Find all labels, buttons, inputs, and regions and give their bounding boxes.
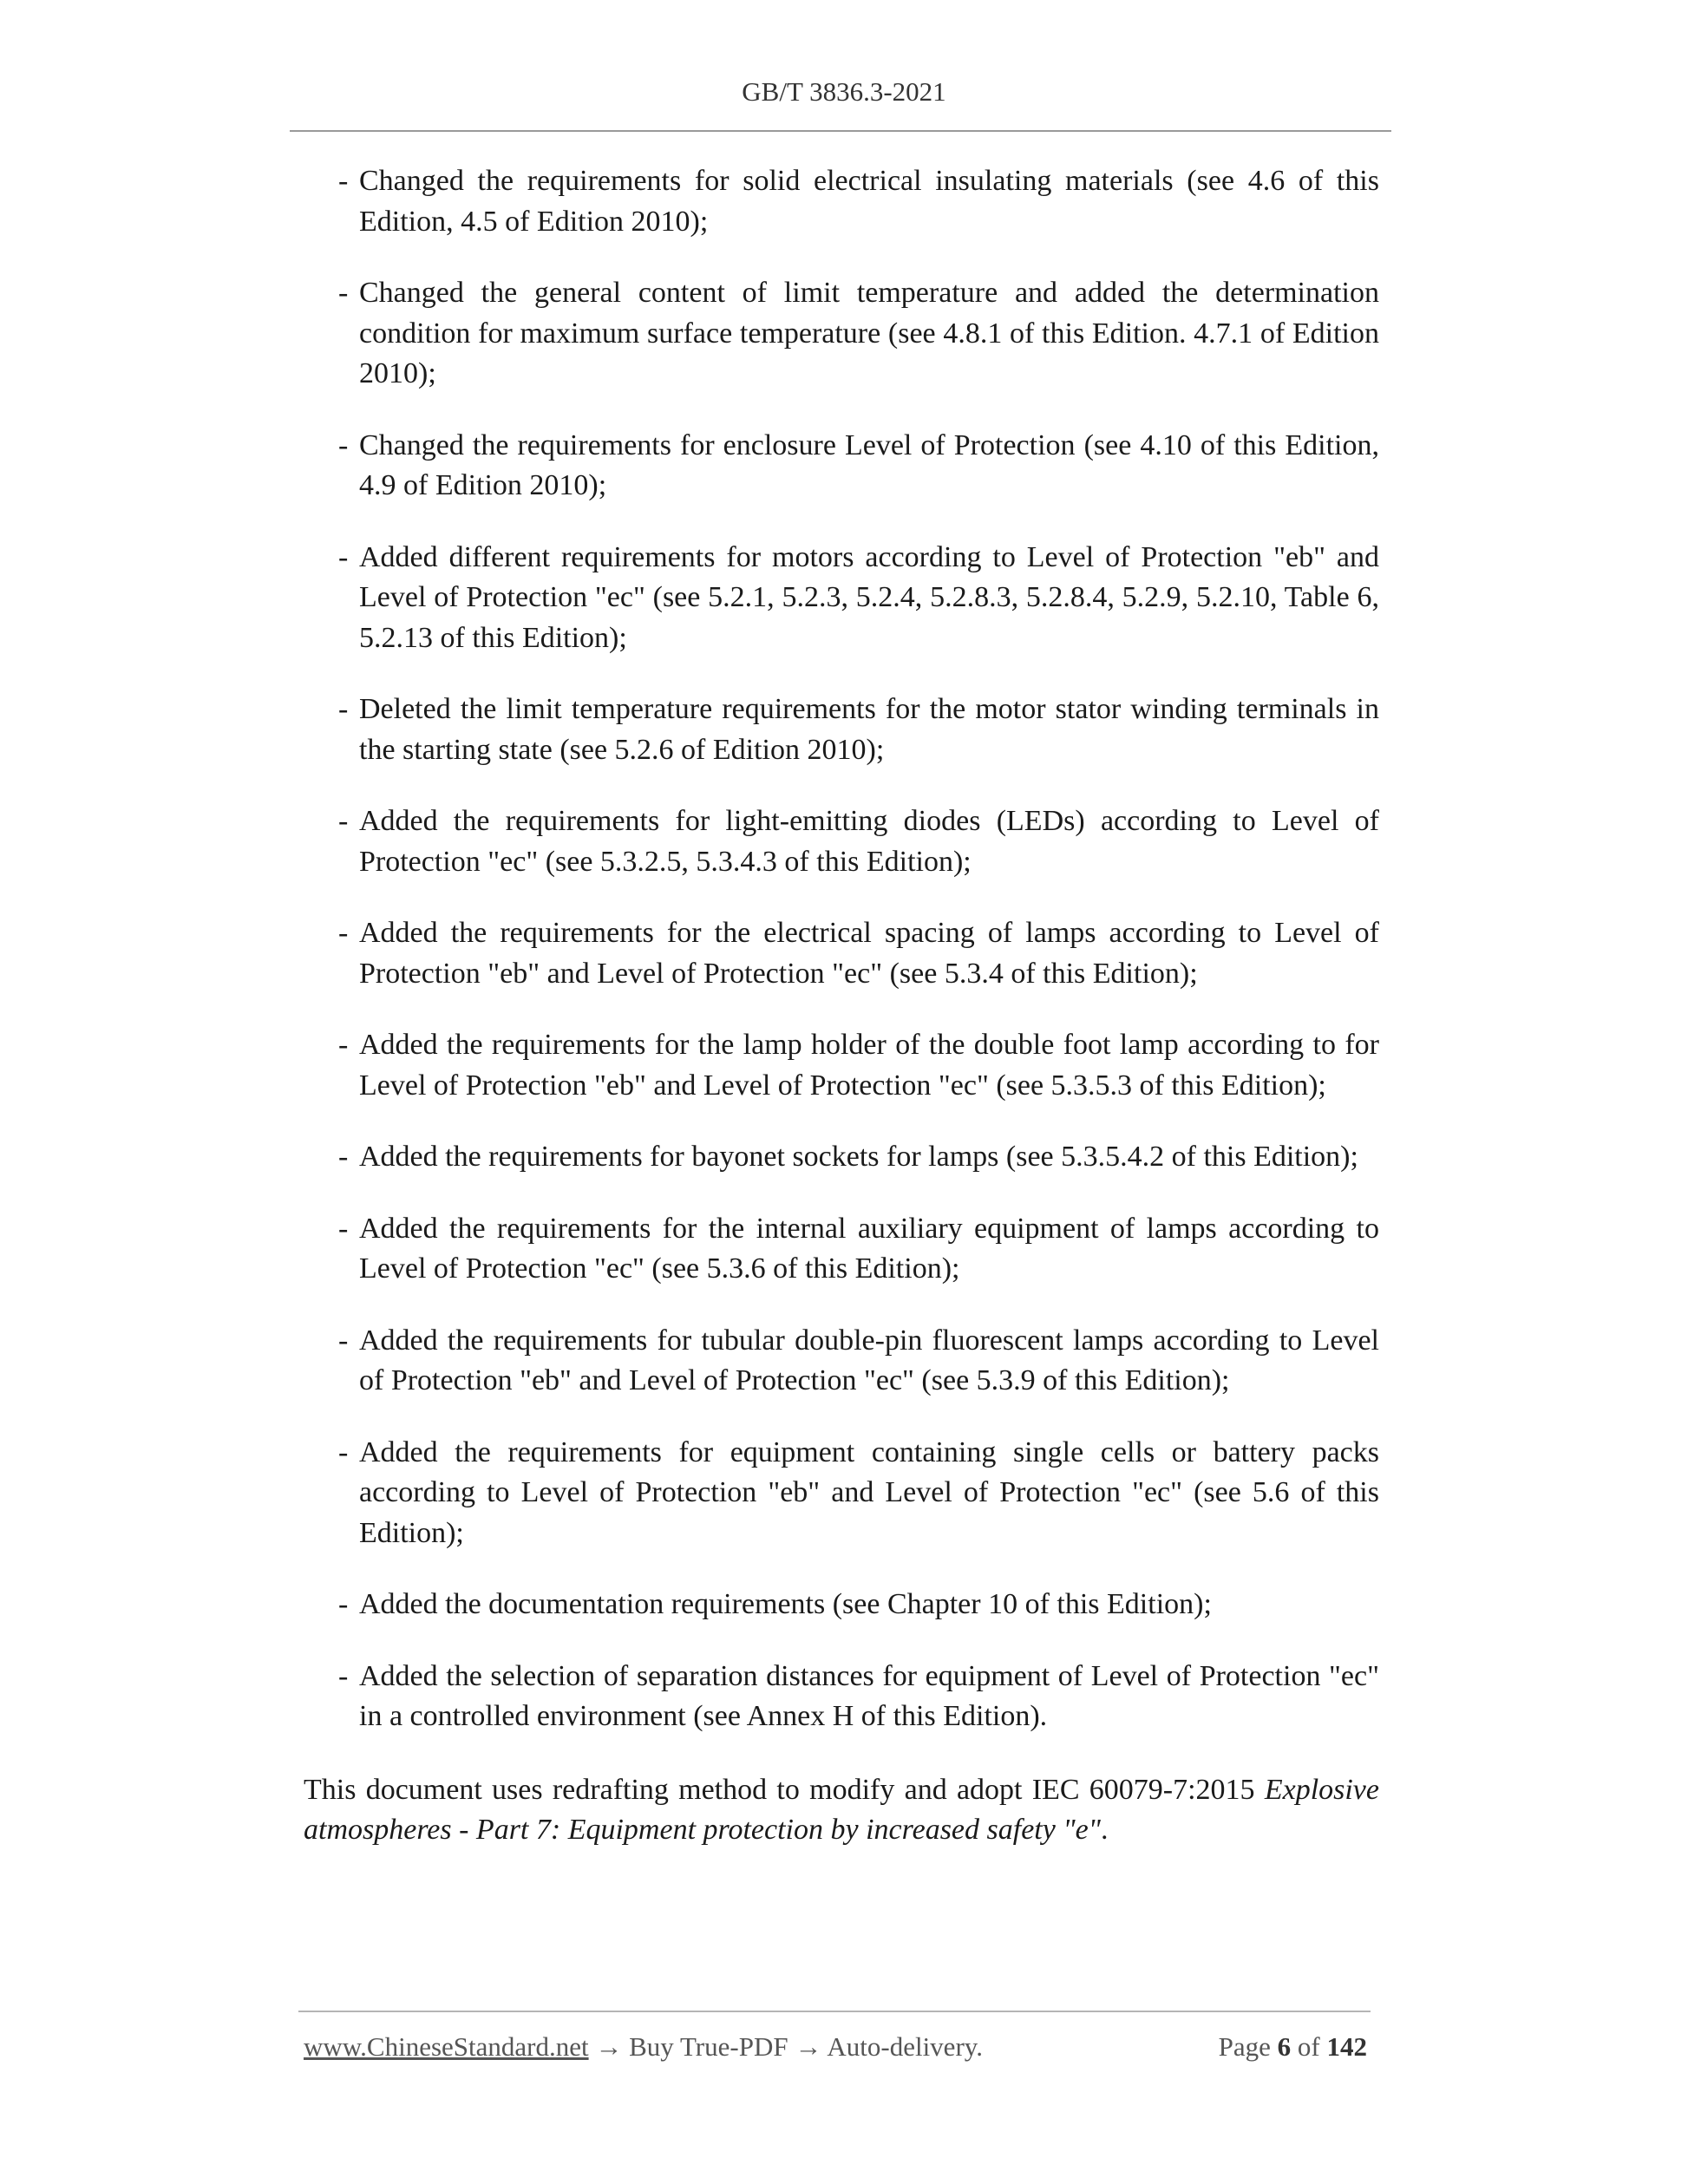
footer-left <box>304 2031 983 2063</box>
page-header <box>0 76 1688 108</box>
dash-marker: - <box>338 540 349 573</box>
dash-marker: - <box>338 1029 349 1061</box>
page-of-word: of <box>1297 2031 1320 2062</box>
dash-marker: - <box>338 917 349 949</box>
list-item-text: Added the requirements for equipment containing single cells or battery packs according to Level of Protection "eb" and Level of Protection "ec" (see 5.6 of this Edition); <box>359 1435 1379 1549</box>
page-number <box>1219 2031 1367 2063</box>
dash-marker: - <box>338 165 349 197</box>
list-item <box>338 273 1379 395</box>
list-item <box>338 913 1379 994</box>
list-item-text: Changed the requirements for solid electrical insulating materials (see 4.6 of this Edition, 4.5 of Edition 2010); <box>359 165 1379 238</box>
footer-promo-text: → Buy True-PDF → Auto-delivery. <box>588 2031 983 2062</box>
list-item-text: Added the requirements for tubular double-pin fluorescent lamps according to Level of Protection "eb" and Level of Protection "ec" (see 5.3.9 of this Edition); <box>359 1324 1379 1396</box>
standard-title: Explosive atmospheres - Part 7: Equipment protection by increased safety "e" <box>304 1773 1379 1846</box>
list-item-text: Added the requirements for the internal auxiliary equipment of lamps according to Level of Protection "ec" (see 5.3.6 of this Edition); <box>359 1212 1379 1285</box>
page-content <box>304 161 1379 1851</box>
list-item-text: Added the selection of separation distances for equipment of Level of Protection "ec" in a controlled environment (see Annex H of this Edition). <box>359 1659 1379 1732</box>
document-id: GB/T 3836.3-2021 <box>742 76 946 107</box>
list-item-text: Added different requirements for motors according to Level of Protection "eb" and Level of Protection "ec" (see 5.2.1, 5.2.3, 5.2.4, 5.2.8.3, 5.2.8.4, 5.2.9, 5.2.10, Table 6, 5.2.13 of this Edition); <box>359 540 1379 654</box>
list-item-text: Changed the requirements for enclosure Level of Protection (see 4.10 of this Edition, 4.9 of Edition 2010); <box>359 428 1379 501</box>
website-link[interactable]: www.ChineseStandard.net <box>304 2031 589 2062</box>
adoption-statement-end: . <box>1100 1814 1109 1846</box>
list-item <box>338 801 1379 882</box>
changes-list <box>304 161 1379 1737</box>
page-total: 142 <box>1326 2031 1367 2062</box>
dash-marker: - <box>338 1212 349 1245</box>
list-item <box>338 1657 1379 1737</box>
dash-marker: - <box>338 277 349 309</box>
page-current: 6 <box>1277 2031 1292 2062</box>
dash-marker: - <box>338 805 349 837</box>
list-item <box>338 1321 1379 1402</box>
dash-marker: - <box>338 428 349 461</box>
adoption-statement <box>304 1770 1379 1851</box>
list-item-text: Added the documentation requirements (see Chapter 10 of this Edition); <box>359 1588 1212 1620</box>
dash-marker: - <box>338 1324 349 1357</box>
dash-marker: - <box>338 1435 349 1468</box>
list-item-text: Added the requirements for the electrical spacing of lamps according to Level of Protection "eb" and Level of Protection "ec" (see 5.3.4 of this Edition); <box>359 917 1379 990</box>
list-item-text: Added the requirements for bayonet sockets for lamps (see 5.3.5.4.2 of this Edition); <box>359 1141 1358 1173</box>
list-item <box>338 1585 1379 1625</box>
list-item <box>338 690 1379 770</box>
list-item <box>338 1433 1379 1554</box>
list-item <box>338 1137 1379 1178</box>
dash-marker: - <box>338 1659 349 1692</box>
list-item <box>338 161 1379 242</box>
page-word: Page <box>1218 2031 1271 2062</box>
list-item-text: Deleted the limit temperature requirements for the motor stator winding terminals in the starting state (see 5.2.6 of Edition 2010); <box>359 693 1379 766</box>
list-item <box>338 1025 1379 1106</box>
dash-marker: - <box>338 1588 349 1620</box>
list-item <box>338 538 1379 659</box>
list-item-text: Added the requirements for the lamp holder of the double foot lamp according to for Level of Protection "eb" and Level of Protection "ec" (see 5.3.5.3 of this Edition); <box>359 1029 1379 1102</box>
list-item-text: Changed the general content of limit temperature and added the determination condition for maximum surface temperature (see 4.8.1 of this Edition. 4.7.1 of Edition 2010); <box>359 277 1379 389</box>
list-item-text: Added the requirements for light-emitting diodes (LEDs) according to Level of Protection "ec" (see 5.3.2.5, 5.3.4.3 of this Edition); <box>359 805 1379 878</box>
list-item <box>338 1209 1379 1290</box>
footer-divider <box>298 2011 1371 2012</box>
header-divider <box>290 130 1391 132</box>
adoption-statement-lead: This document uses redrafting method to modify and adopt IEC 60079-7:2015 <box>304 1773 1255 1806</box>
dash-marker: - <box>338 693 349 725</box>
list-item <box>338 426 1379 507</box>
dash-marker: - <box>338 1141 349 1173</box>
